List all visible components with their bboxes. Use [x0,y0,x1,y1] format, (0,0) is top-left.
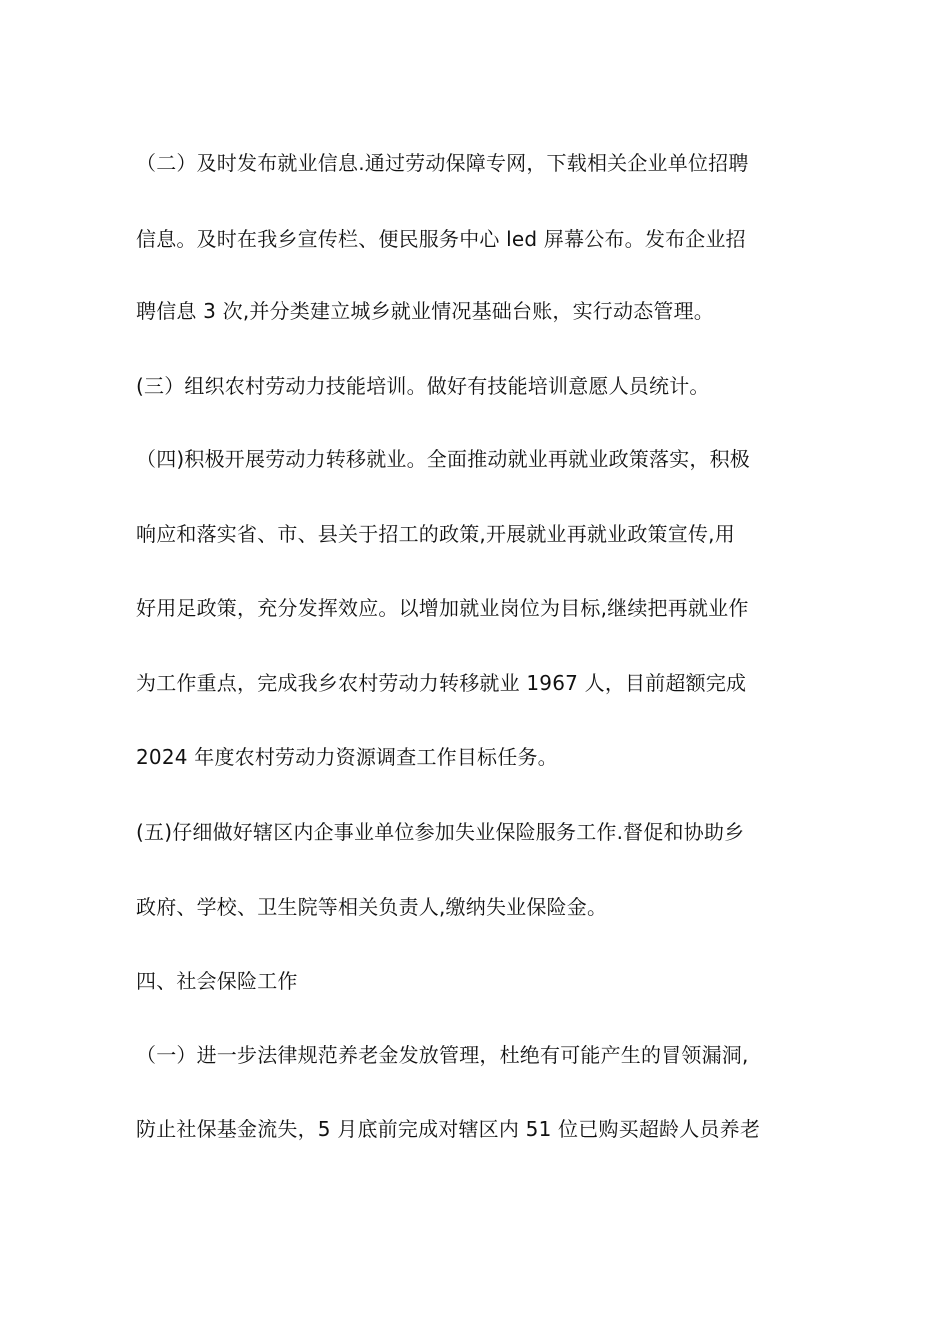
text-line: 政府、学校、卫生院等相关负责人,缴纳失业保险金。 [136,895,608,919]
section-heading: 四、社会保险工作 [136,969,298,993]
text-line: （一）进一步法律规范养老金发放管理，杜绝有可能产生的冒领漏洞, [136,1043,749,1067]
text-line: 聘信息 3 次,并分类建立城乡就业情况基础台账，实行动态管理。 [136,299,714,323]
text-line: （四)积极开展劳动力转移就业。全面推动就业再就业政策落实，积极 [136,447,751,471]
text-line: 2024 年度农村劳动力资源调查工作目标任务。 [136,745,558,769]
text-line: (三）组织农村劳动力技能培训。做好有技能培训意愿人员统计。 [136,374,710,398]
text-line: （二）及时发布就业信息.通过劳动保障专网，下载相关企业单位招聘 [136,151,749,175]
text-line: (五)仔细做好辖区内企事业单位参加失业保险服务工作.督促和协助乡 [136,820,745,844]
text-line: 防止社保基金流失，5 月底前完成对辖区内 51 位已购买超龄人员养老 [136,1117,761,1141]
text-line: 响应和落实省、市、县关于招工的政策,开展就业再就业政策宣传,用 [136,522,735,546]
text-line: 好用足政策，充分发挥效应。以增加就业岗位为目标,继续把再就业作 [136,596,749,620]
text-line: 信息。及时在我乡宣传栏、便民服务中心 led 屏幕公布。发布企业招 [136,227,746,251]
text-line: 为工作重点，完成我乡农村劳动力转移就业 1967 人，目前超额完成 [136,671,747,695]
